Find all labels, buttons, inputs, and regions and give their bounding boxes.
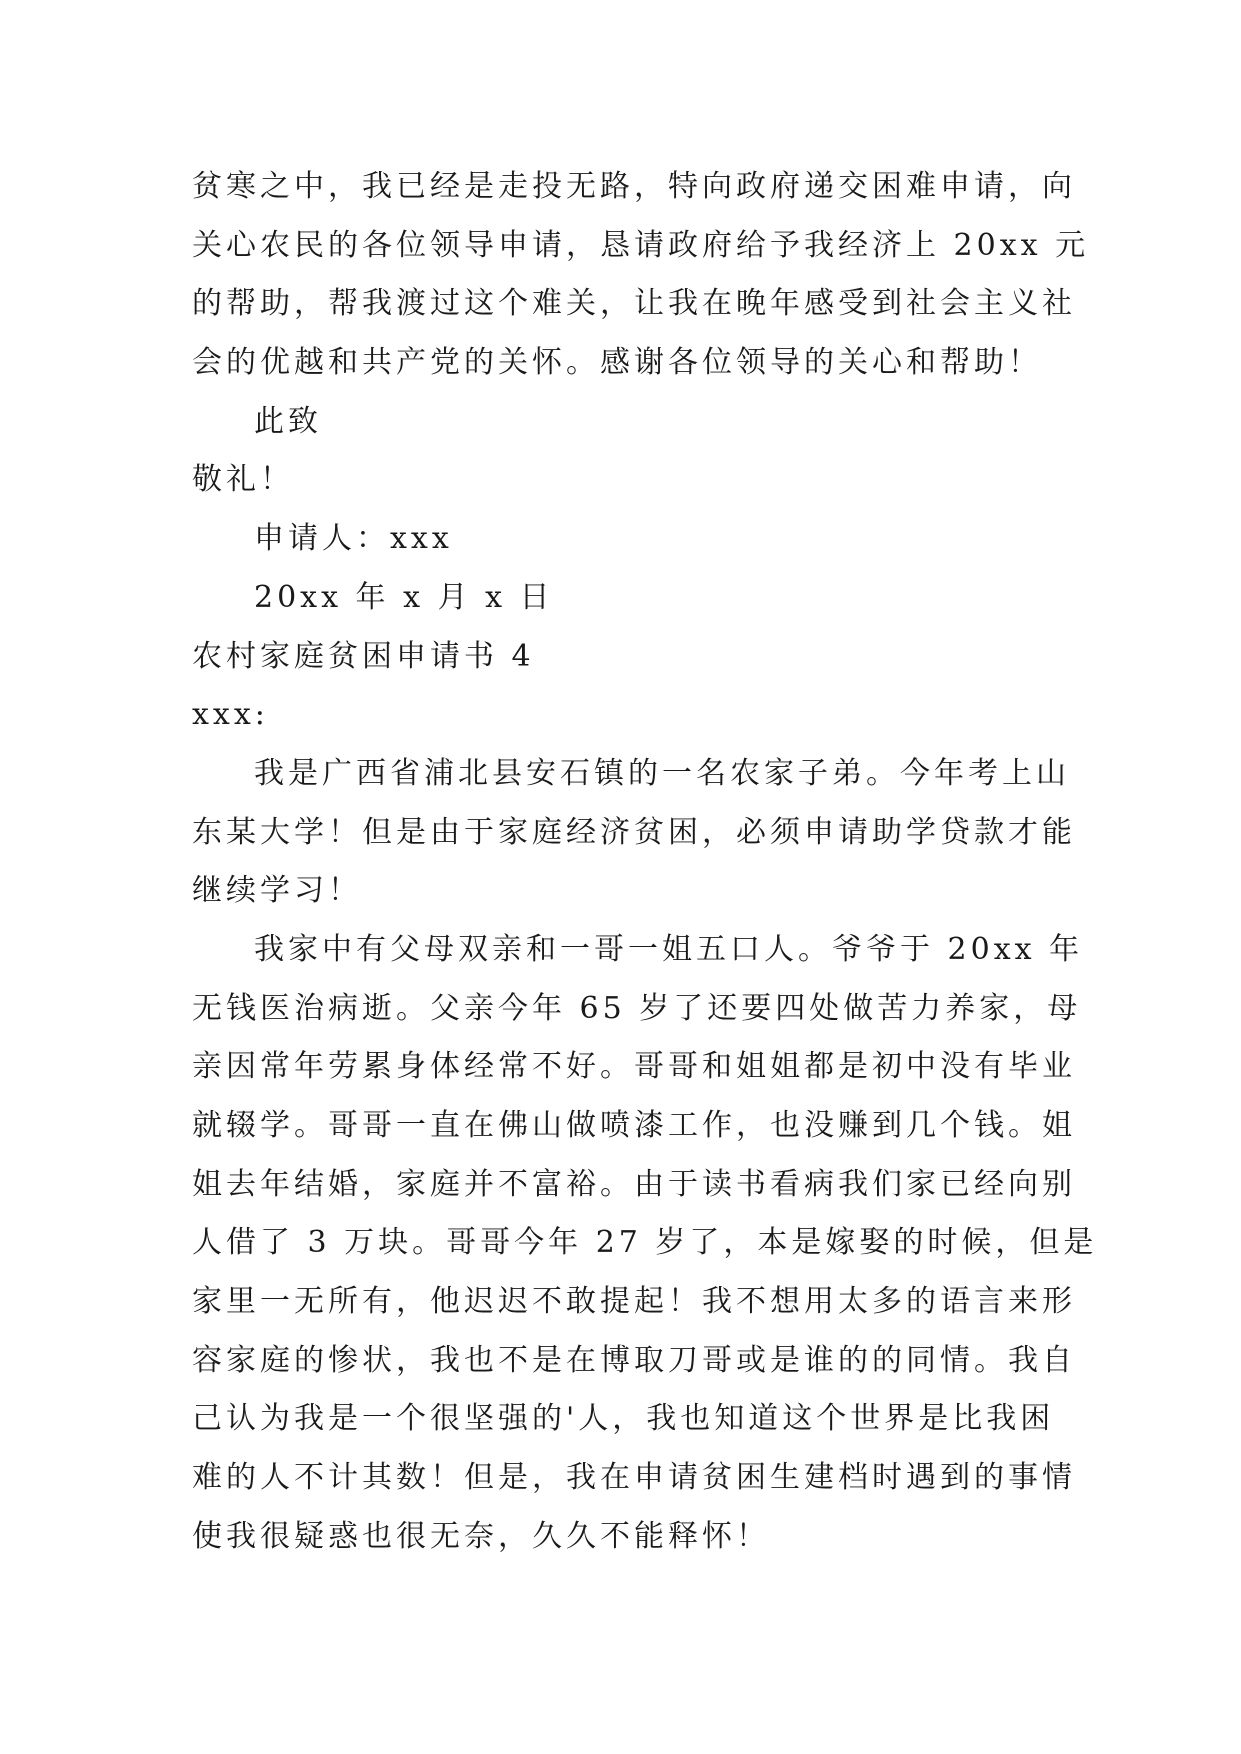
body-line: 关心农民的各位领导申请，恳请政府给予我经济上 20xx 元	[192, 227, 1090, 263]
letter-date: 20xx 年 x 月 x 日	[254, 579, 554, 615]
body-line: 就辍学。哥哥一直在佛山做喷漆工作，也没赚到几个钱。姐	[192, 1108, 1076, 1143]
body-line: 亲因常年劳累身体经常不好。哥哥和姐姐都是初中没有毕业	[192, 1049, 1076, 1085]
body-line: 家里一无所有，他迟迟不敢提起！我不想用太多的语言来形	[192, 1284, 1076, 1320]
body-line: 难的人不计其数！但是，我在申请贫困生建档时遇到的事情	[192, 1460, 1076, 1496]
section-title: 农村家庭贫困申请书 4	[192, 638, 535, 674]
body-line: 无钱医治病逝。父亲今年 65 岁了还要四处做苦力养家，母	[192, 990, 1082, 1026]
body-line: 我是广西省浦北县安石镇的一名农家子弟。今年考上山	[254, 755, 1070, 791]
body-line: 姐去年结婚，家庭并不富裕。由于读书看病我们家已经向别	[192, 1166, 1076, 1202]
body-line: 继续学习！	[192, 873, 362, 909]
body-line: 己认为我是一个很坚强的'人，我也知道这个世界是比我困	[192, 1401, 1055, 1437]
body-line: 人借了 3 万块。哥哥今年 27 岁了，本是嫁娶的时候，但是	[192, 1225, 1098, 1261]
closing-salutation: 此致	[254, 403, 322, 439]
recipient-greeting: xxx:	[192, 697, 269, 733]
body-line: 会的优越和共产党的关怀。感谢各位领导的关心和帮助！	[192, 345, 1042, 381]
closing-respect: 敬礼！	[192, 462, 294, 498]
body-line: 东某大学！但是由于家庭经济贫困，必须申请助学贷款才能	[192, 814, 1076, 850]
body-line: 我家中有父母双亲和一哥一姐五口人。爷爷于 20xx 年	[254, 931, 1084, 967]
applicant-signature: 申请人：xxx	[254, 521, 453, 557]
body-line: 使我很疑惑也很无奈，久久不能释怀！	[192, 1518, 770, 1554]
body-line: 的帮助，帮我渡过这个难关，让我在晚年感受到社会主义社	[192, 286, 1076, 322]
letter-body	[192, 158, 1098, 1567]
body-line: 贫寒之中，我已经是走投无路，特向政府递交困难申请，向	[192, 169, 1076, 204]
body-line: 容家庭的惨状，我也不是在博取刀哥或是谁的的同情。我自	[192, 1342, 1076, 1378]
